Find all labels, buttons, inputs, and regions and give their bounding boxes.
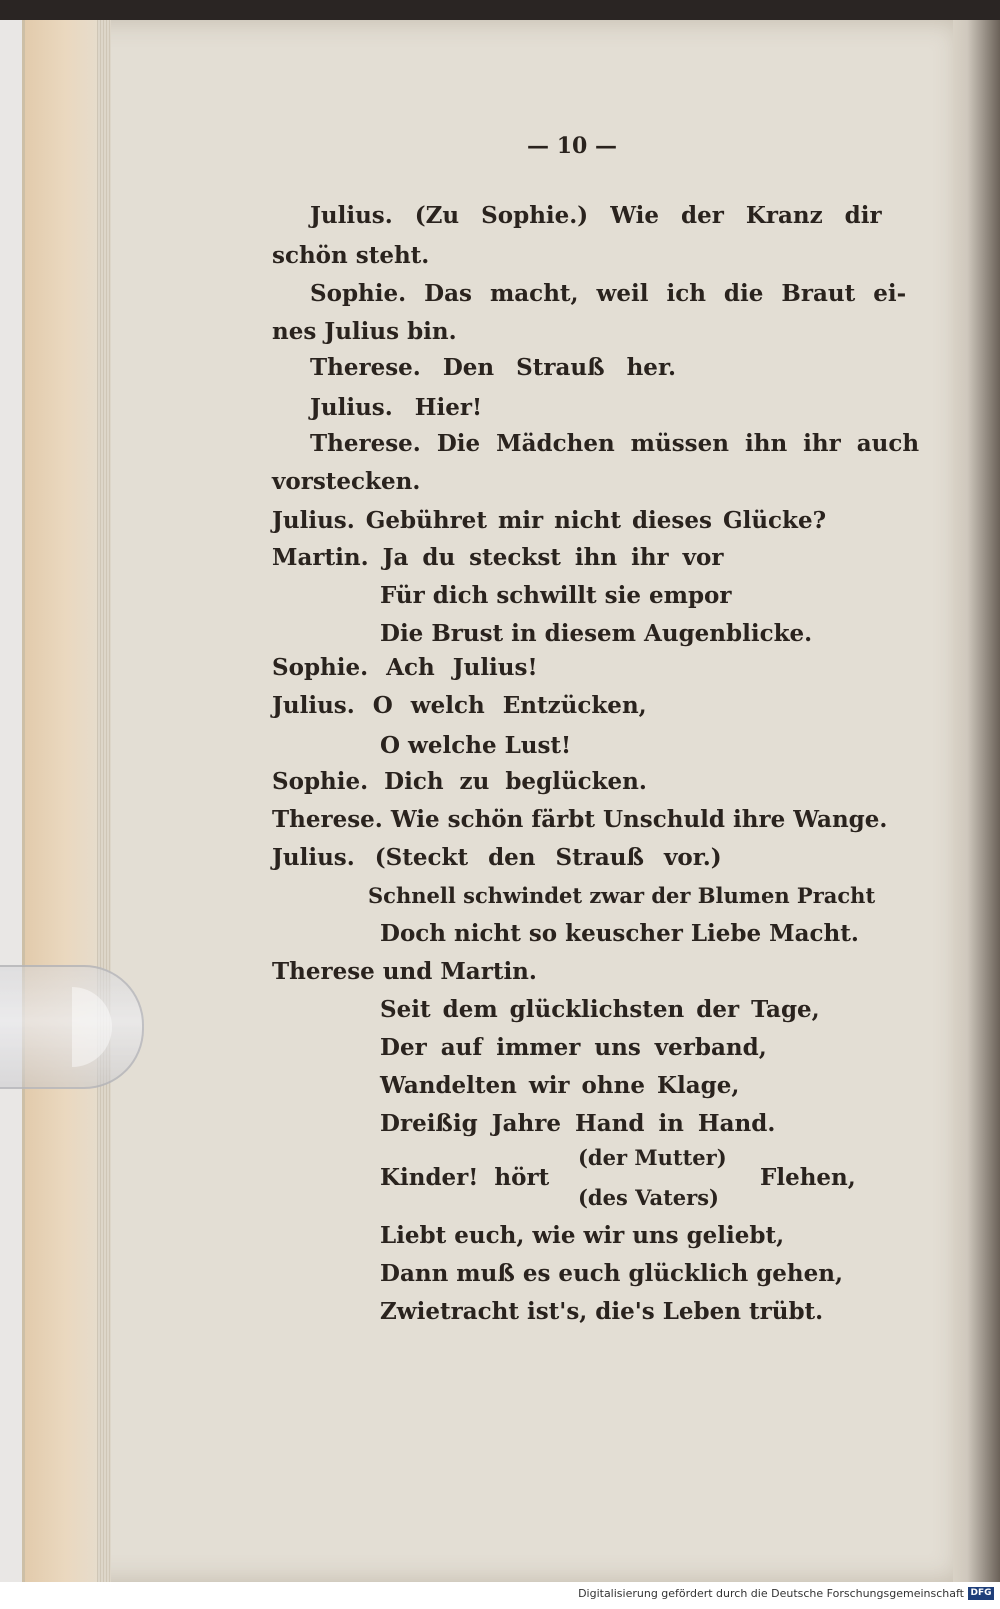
digitization-credit: Digitalisierung gefördert durch die Deutsche Forschungsgemeinschaft (578, 1587, 964, 1600)
text-line: Martin. Ja du steckst ihn ihr vor (272, 544, 724, 571)
book-page (22, 20, 960, 1582)
page-stack-edge (97, 20, 111, 1582)
text-line: Julius. Hier! (310, 394, 483, 421)
text-line: Therese und Martin. (272, 958, 537, 985)
text-line: (des Vaters) (578, 1185, 719, 1210)
text-line: Die Brust in diesem Augenblicke. (380, 620, 813, 647)
text-line: Sophie. Das macht, weil ich die Braut ei- (310, 280, 907, 307)
text-line: Dreißig Jahre Hand in Hand. (380, 1110, 776, 1137)
text-line: schön steht. (272, 242, 430, 269)
text-line: nes Julius bin. (272, 318, 457, 345)
scan-top-border (0, 0, 1000, 20)
text-line: (der Mutter) (578, 1145, 727, 1170)
text-line: Seit dem glücklichsten der Tage, (380, 996, 820, 1023)
text-line: Liebt euch, wie wir uns geliebt, (380, 1222, 785, 1249)
text-line: Doch nicht so keuscher Liebe Macht. (380, 920, 859, 947)
text-line: Flehen, (760, 1164, 856, 1191)
text-line: Für dich schwillt sie empor (380, 582, 732, 609)
text-line: Sophie. Dich zu beglücken. (272, 768, 647, 795)
text-line: Julius. Gebühret mir nicht dieses Glücke? (272, 507, 827, 534)
text-line: Wandelten wir ohne Klage, (380, 1072, 740, 1099)
text-line: Zwietracht ist's, die's Leben trübt. (380, 1298, 824, 1325)
page-clip (0, 965, 144, 1089)
text-line: Julius. O welch Entzücken, (272, 692, 647, 719)
page-clip-highlight (72, 987, 112, 1067)
text-line: Therese. Den Strauß her. (310, 354, 676, 381)
dfg-logo: DFG (968, 1587, 994, 1600)
text-line: Therese. Wie schön färbt Unschuld ihre Wange. (272, 806, 888, 833)
text-line: Kinder! hört (380, 1164, 550, 1191)
page-right-edge (953, 20, 1000, 1582)
text-line: Schnell schwindet zwar der Blumen Pracht (368, 883, 876, 908)
text-line: Sophie. Ach Julius! (272, 654, 538, 681)
text-line: Julius. (Steckt den Strauß vor.) (272, 844, 722, 871)
page-binding-gutter (25, 20, 99, 1582)
text-line: Dann muß es euch glücklich gehen, (380, 1260, 844, 1287)
text-line: vorstecken. (272, 468, 421, 495)
text-line: O welche Lust! (380, 732, 572, 759)
page-number: — 10 — (527, 133, 617, 159)
text-line: Julius. (Zu Sophie.) Wie der Kranz dir (310, 202, 882, 229)
text-line: Der auf immer uns verband, (380, 1034, 767, 1061)
text-line: Therese. Die Mädchen müssen ihn ihr auch (310, 430, 920, 457)
